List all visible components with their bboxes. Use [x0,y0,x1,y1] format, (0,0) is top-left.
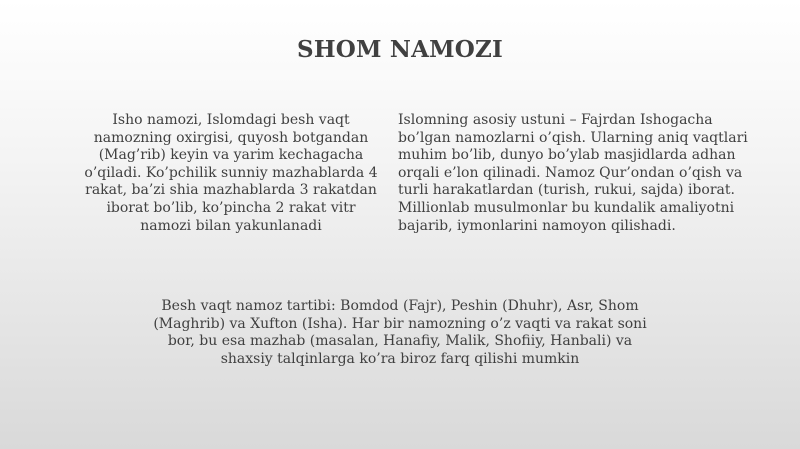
left-text-block: Isho namozi, Islomdagi besh vaqt namozning oxirgisi, quyosh botgandan (Mag’rib) keyin va yarim kechagacha o’qiladi. Ko’pchilik sunniy mazhablarda 4 rakat, ba’zi shia mazhablarda 3 rakatdan iborat bo’lib, ko’pincha 2 rakat vitr namozi bilan yakunlanadi [84,112,378,234]
slide-title: SHOM NAMOZI [297,36,503,63]
bottom-text-block: Besh vaqt namoz tartibi: Bomdod (Fajr), Peshin (Dhuhr), Asr, Shom (Maghrib) va Xufton (Isha). Har bir namozning o’z vaqti va rakat soni bor, bu esa mazhab (masalan, Hanafiy, Malik, Shofiiy, Hanbali) va shaxsiy talqinlarga ko’ra biroz farq qilishi mumkin [153,298,647,367]
right-text-block: Islomning asosiy ustuni – Fajrdan Ishogacha bo’lgan namozlarni o’qish. Ularning aniq vaqtlari muhim bo’lib, dunyo bo’ylab masjidlarda adhan orqali e’lon qilinadi. Namoz Qur’ondan o’qish va turli harakatlardan (turish, rukui, sajda) iborat. Millionlab musulmonlar bu kundalik amaliyotni bajarib, iymonlarini namoyon qilishadi. [398,112,748,234]
